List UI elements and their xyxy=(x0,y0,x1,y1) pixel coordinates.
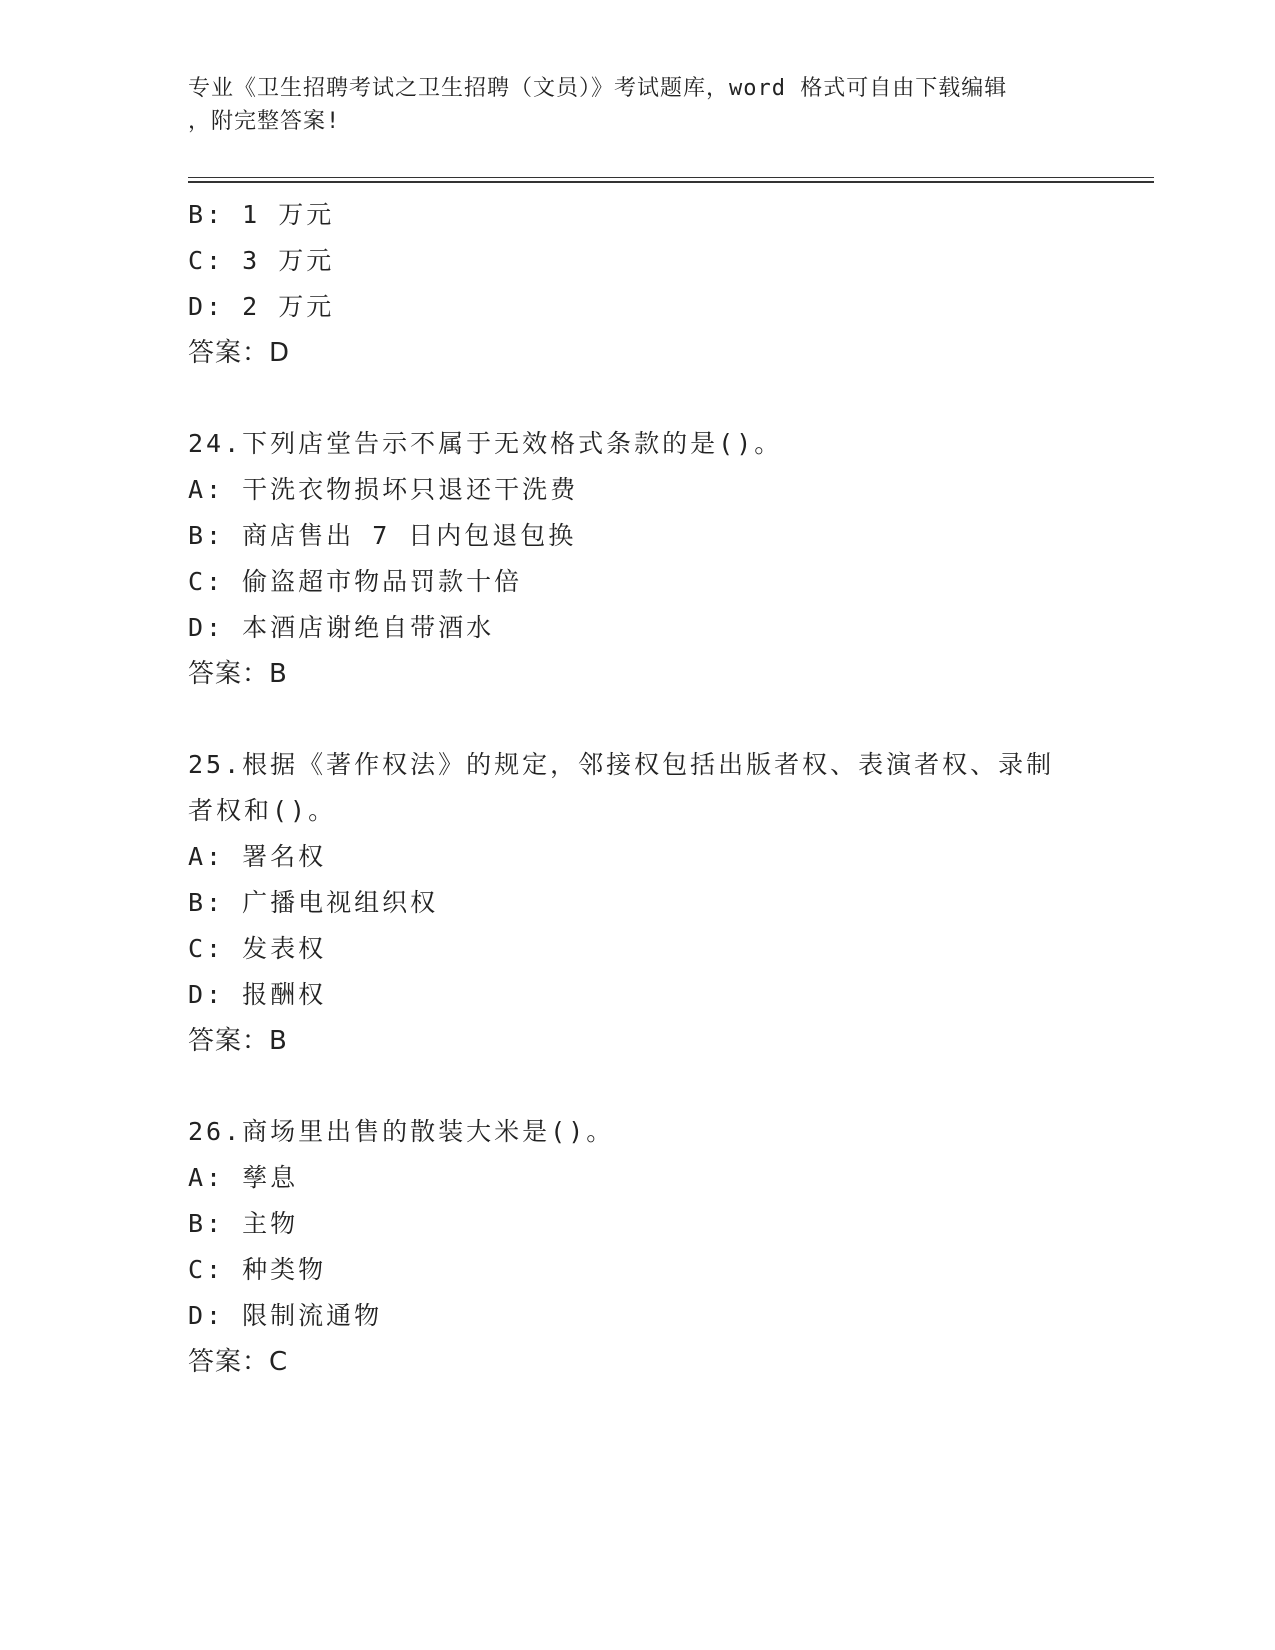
spacer xyxy=(188,697,1154,742)
header-divider-thin xyxy=(188,177,1154,178)
question-25-text-line-2: 者权和()。 xyxy=(188,796,337,825)
answer-26: 答案：C xyxy=(188,1347,289,1377)
question-24-text: 24.下列店堂告示不属于无效格式条款的是()。 xyxy=(188,429,783,458)
option-b: B: 1 万元 xyxy=(188,200,335,229)
spacer xyxy=(188,376,1154,421)
question-25 xyxy=(188,742,1154,1064)
option-c: C: 种类物 xyxy=(188,1255,327,1284)
answer-23: 答案：D xyxy=(188,338,291,368)
answer-25: 答案：B xyxy=(188,1026,288,1056)
option-d: D: 2 万元 xyxy=(188,292,335,321)
header-line-1: 专业《卫生招聘考试之卫生招聘（文员）》考试题库，word 格式可自由下载编辑 xyxy=(188,76,1008,101)
option-d: D: 限制流通物 xyxy=(188,1301,383,1330)
spacer xyxy=(188,1064,1154,1109)
option-b: B: 主物 xyxy=(188,1209,299,1238)
question-24 xyxy=(188,421,1154,697)
option-a: A: 干洗衣物损坏只退还干洗费 xyxy=(188,475,579,504)
option-c: C: 偷盗超市物品罚款十倍 xyxy=(188,567,523,596)
page-header xyxy=(188,72,1088,138)
option-d: D: 报酬权 xyxy=(188,980,327,1009)
question-26-text: 26.商场里出售的散装大米是()。 xyxy=(188,1117,615,1146)
option-c: C: 发表权 xyxy=(188,934,327,963)
option-c: C: 3 万元 xyxy=(188,246,335,275)
question-list xyxy=(188,192,1154,1385)
option-d: D: 本酒店谢绝自带酒水 xyxy=(188,613,495,642)
question-23 xyxy=(188,192,1154,376)
header-line-2: ，附完整答案! xyxy=(188,109,341,134)
question-25-text-line-1: 25.根据《著作权法》的规定，邻接权包括出版者权、表演者权、录制 xyxy=(188,750,1055,779)
option-b: B: 广播电视组织权 xyxy=(188,888,439,917)
option-a: A: 孳息 xyxy=(188,1163,299,1192)
header-divider-thick xyxy=(188,181,1154,183)
option-b: B: 商店售出 7 日内包退包换 xyxy=(188,521,577,550)
option-a: A: 署名权 xyxy=(188,842,327,871)
answer-24: 答案：B xyxy=(188,659,288,689)
question-26 xyxy=(188,1109,1154,1385)
